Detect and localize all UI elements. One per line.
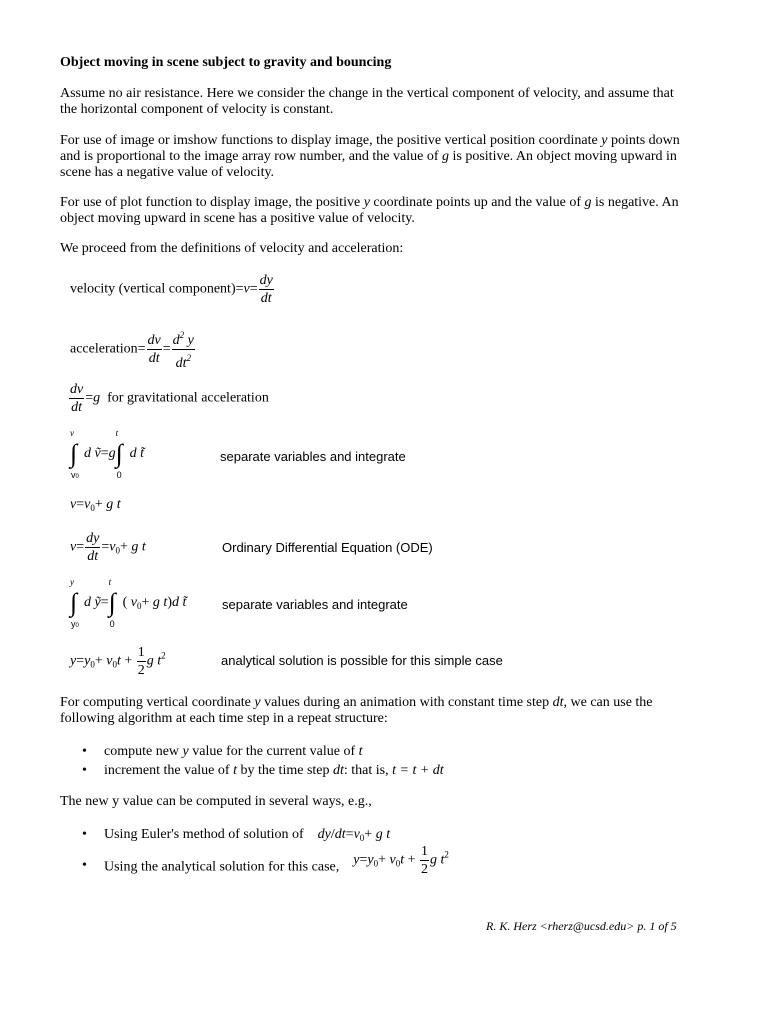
document-title: Object moving in scene subject to gravity and bouncing <box>60 55 392 70</box>
computing-paragraph <box>60 695 690 727</box>
plot-y: y <box>363 195 370 210</box>
analytical-solution-equation: $y=y_0+ v_0t$ + $\frac{1}{2}$ g $t^2$ <box>70 645 166 678</box>
bullet-2-t: t <box>233 763 237 778</box>
position-integral-equation: y ∫ y0 d ỹ= t ∫ 0 ( $v_0+ g$ t)d t̃ <box>70 577 187 629</box>
gravity-equation: $\frac{dv}{dt}$ =g for gravitational acceleration <box>70 382 269 415</box>
computing-text-b: values during an animation with constant time step <box>260 695 553 710</box>
bullet-1-y: y <box>182 744 189 759</box>
computing-dt: dt <box>552 695 564 710</box>
analytical-inline-equation: $y=y_0+ v_0t$ + $\frac{1}{2}$ g $t^2$ <box>353 844 449 877</box>
imshow-text-c: is positive. An object moving upward in scene has a negative value of velocity. <box>60 149 677 180</box>
bullet-icon: • <box>82 827 87 842</box>
list-item <box>60 744 444 763</box>
bullet-1-t: t <box>358 744 363 759</box>
imshow-g: g <box>442 149 449 164</box>
acceleration-label: acceleration <box>70 341 138 357</box>
gravity-text: for gravitational acceleration <box>107 390 269 406</box>
bullet-1-text-b: value for the current value of <box>188 744 359 759</box>
imshow-text-b: points down and is proportional to the image array row number, and the value of <box>60 133 680 164</box>
plot-paragraph <box>60 195 690 227</box>
list-item <box>60 844 449 877</box>
analytical-note: analytical solution is possible for this simple case <box>221 653 503 668</box>
bullet-icon: • <box>82 858 87 873</box>
bullet-1-text-a: compute new <box>104 744 183 759</box>
computing-text-a: For computing vertical coordinate <box>60 695 255 710</box>
ode-equation: v= $\frac{dy}{dt}$ $=v_0+ g$ t <box>70 531 146 564</box>
plot-text-c: is negative. An object moving upward in scene has a positive value of velocity. <box>60 195 679 226</box>
bullet-icon: • <box>82 744 87 759</box>
euler-equation: dy <box>317 827 331 842</box>
page-footer: R. K. Herz <rherz@ucsd.edu> p. 1 of 5 <box>486 919 677 933</box>
plot-g: g <box>584 195 592 210</box>
algorithm-list <box>60 744 444 782</box>
imshow-y: y <box>601 133 608 148</box>
computing-y: y <box>254 695 261 710</box>
ways-list <box>60 827 449 876</box>
bullet-icon: • <box>82 763 87 778</box>
bullet-2-text-c: : that is, <box>343 763 393 778</box>
bullet-2-expr: t = t + dt <box>392 763 444 778</box>
list-item <box>60 763 444 782</box>
bullet-2-text-a: increment the value of <box>104 763 234 778</box>
velocity-integral-equation: v ∫ v0 d ṽ=g t ∫ 0 d t̃ <box>70 428 145 480</box>
bullet-2-text-b: by the time step <box>236 763 333 778</box>
proceed-paragraph: We proceed from the definitions of velocity and acceleration: <box>60 241 404 256</box>
plot-text-a: For use of plot function to display image, the positive <box>60 195 364 210</box>
separate-note-2: separate variables and integrate <box>222 597 408 612</box>
plot-text-b: coordinate points up and the value of <box>369 195 585 210</box>
bullet-2-dt: dt <box>333 763 344 778</box>
velocity-solution-equation: $v=v_0+ g$ t <box>70 497 121 513</box>
velocity-equation: velocity (vertical component)=v= $\frac{dy}{dt}$ <box>70 273 273 306</box>
list-item: • Using Euler's method of solution of $dy/dt=v_0+ g$ t <box>82 827 391 843</box>
separate-note-1: separate variables and integrate <box>220 449 406 464</box>
ways-bullet-2-text: Using the analytical solution for this case, <box>104 859 340 875</box>
intro-paragraph: Assume no air resistance. Here we consider the change in the vertical component of velocity, and assume that the horizontal component of velocity is constant. <box>60 86 674 117</box>
ode-note: Ordinary Differential Equation (ODE) <box>222 540 433 555</box>
computing-text-c: , we can use the following algorithm at each time step in a repeat structure: <box>60 695 653 726</box>
ways-bullet-1-text: Using Euler's method of solution of <box>104 827 304 842</box>
imshow-paragraph <box>60 133 690 181</box>
imshow-text-a: For use of image or imshow functions to display image, the positive vertical position coordinate <box>60 133 602 148</box>
velocity-label: velocity (vertical component) <box>70 281 236 297</box>
acceleration-equation: acceleration= $\frac{dv}{dt}$ = $\frac{d^2 y}{dt^2}$ <box>70 327 196 372</box>
ways-paragraph: The new y value can be computed in several ways, e.g., <box>60 794 372 809</box>
